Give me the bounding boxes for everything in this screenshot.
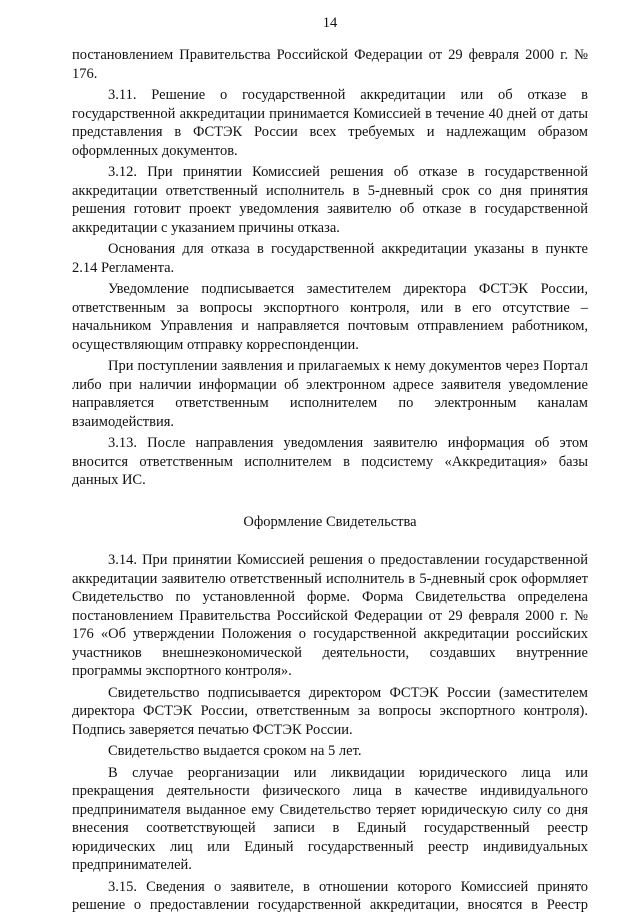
paragraph: постановлением Правительства Российской Федерации от 29 февраля 2000 г. № 176. (72, 47, 588, 82)
page-number: 14 (322, 15, 338, 31)
paragraph-3-14: 3.14. При принятии Комиссией решения о предоставлении государственной аккредитации заявителю ответственный исполнитель в 5-дневный срок оформляет Свидетельство по установленной форме. Форма Свидетельства определена постановлением Правительства Российской Федерации от 29 февраля 2000 г. № 176 «Об утверждении Положения о государственной аккредитации российских участников внешнеэкономической деятельности, создавших внутренние программы экспортного контроля». (72, 552, 588, 679)
paragraph-3-12: 3.12. При принятии Комиссией решения об отказе в государственной аккредитации ответственный исполнитель в 5-дневный срок со дня принятия решения готовит проект уведомления заявителю об отказе в государственной аккредитации с указанием причины отказа. (72, 164, 588, 236)
section-heading: Оформление Свидетельства (243, 513, 417, 530)
paragraph-3-13: 3.13. После направления уведомления заявителю информация об этом вносится ответственным исполнителем в подсистему «Аккредитация» базы данных ИС. (72, 435, 588, 488)
paragraph-3-15: 3.15. Сведения о заявителе, в отношении которого Комиссией принято решение о предоставлении государственной аккредитации, вносятся в Реестр (72, 878, 588, 913)
body-text-after-heading (72, 551, 588, 915)
paragraph: Свидетельство выдается сроком на 5 лет. (108, 743, 362, 759)
paragraph: Основания для отказа в государственной аккредитации указаны в пункте 2.14 Регламента. (72, 241, 588, 276)
paragraph: Свидетельство подписывается директором ФСТЭК России (заместителем директора ФСТЭК России, ответственным за вопросы экспортного контроля). Подпись заверяется печатью ФСТЭК России. (72, 684, 588, 738)
body-text-before-heading (72, 46, 588, 490)
paragraph: При поступлении заявления и прилагаемых к нему документов через Портал либо при наличии информации об электронном адресе заявителя уведомление направляется ответственным исполнителем по электронным каналам взаимодействия. (72, 358, 588, 430)
paragraph: В случае реорганизации или ликвидации юридического лица или прекращения деятельности физического лица в качестве индивидуального предпринимателя выданное ему Свидетельство теряет юридическую силу со дня внесения соответствующей записи в Единый государственный реестр юридических лиц или Единый государственный реестр индивидуальных предпринимателей. (72, 764, 588, 873)
paragraph-3-11: 3.11. Решение о государственной аккредитации или об отказе в государственной аккредитации принимается Комиссией в течение 40 дней от даты представления в ФСТЭК России всех требуемых и надлежащим образом оформленных документов. (72, 87, 588, 159)
paragraph: Уведомление подписывается заместителем директора ФСТЭК России, ответственным за вопросы экспортного контроля, или в его отсутствие – начальником Управления и направляется почтовым отправлением работником, осуществляющим отправку корреспонденции. (72, 281, 588, 353)
